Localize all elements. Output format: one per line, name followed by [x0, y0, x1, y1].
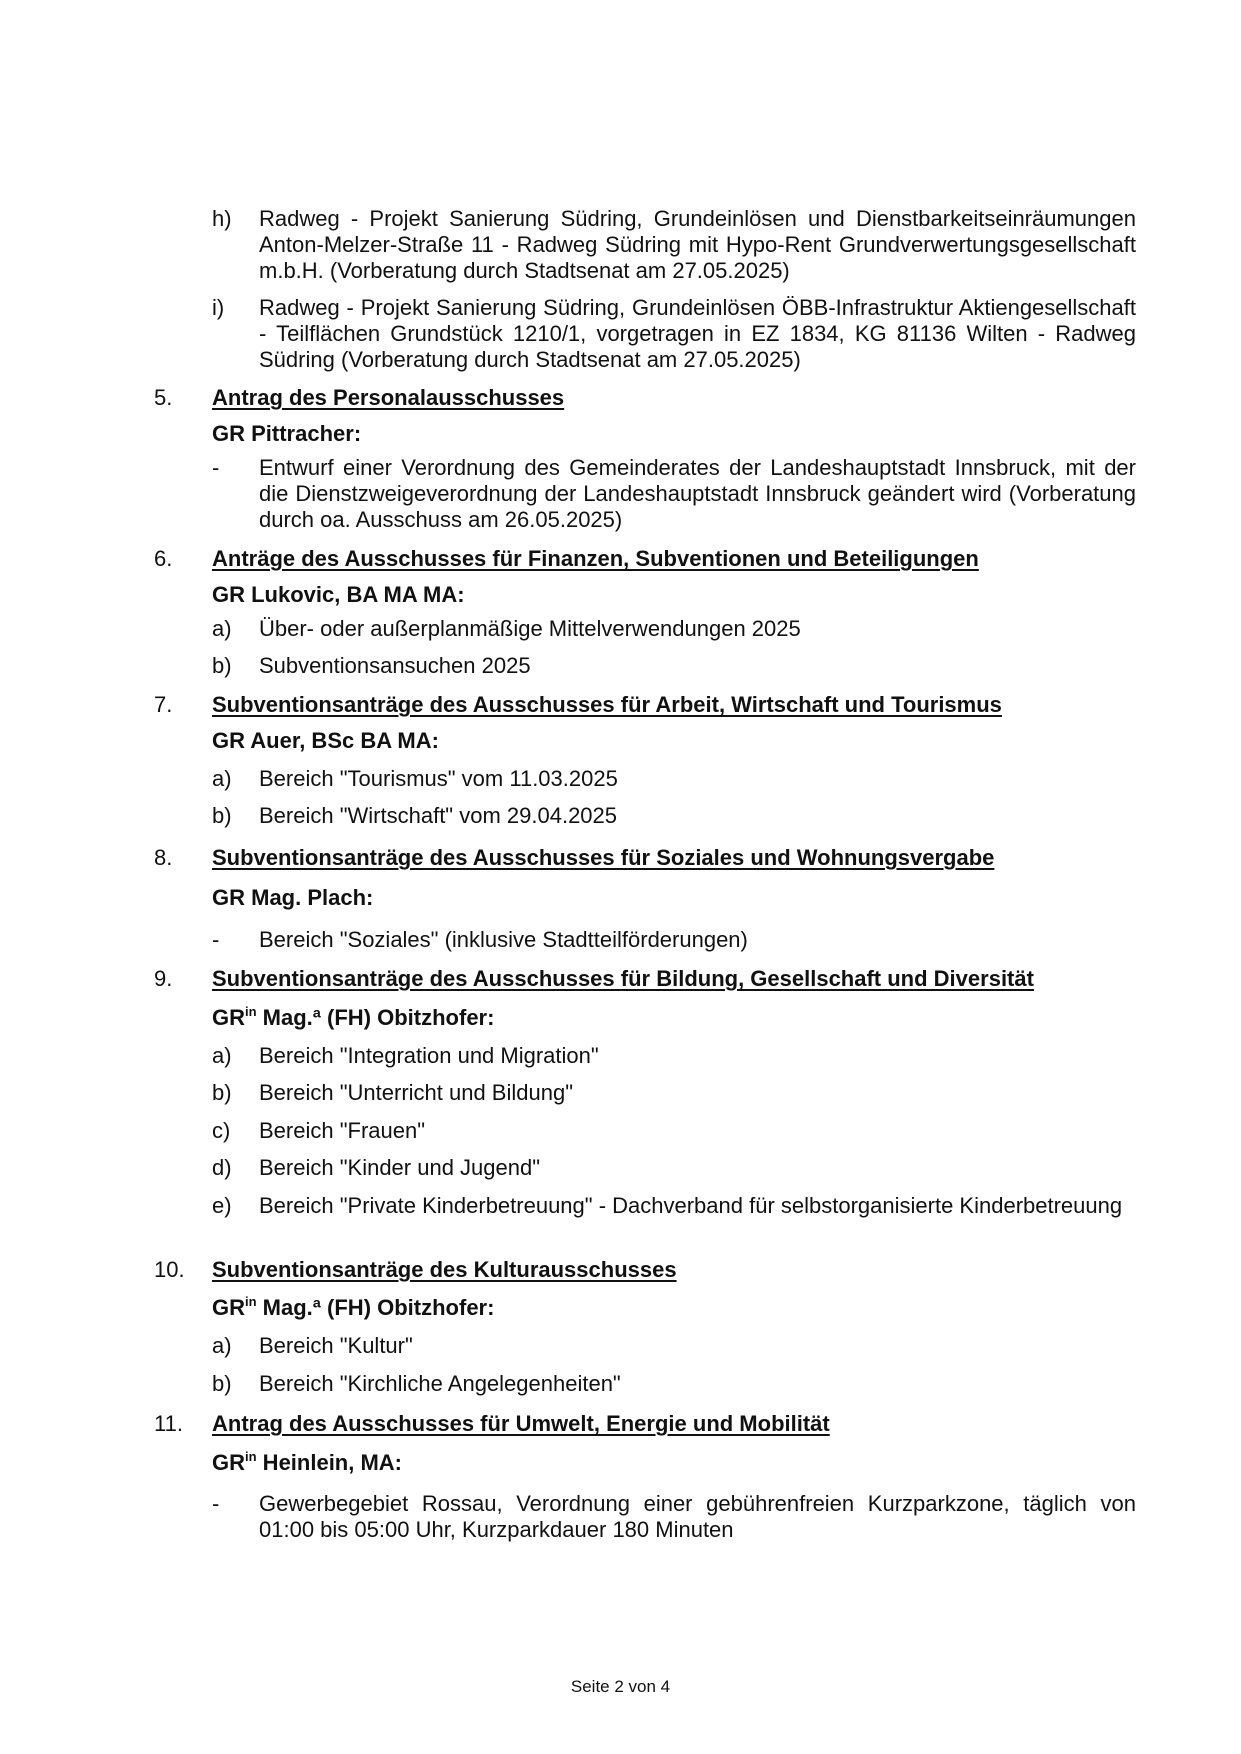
- item-text: Bereich "Tourismus" vom 11.03.2025: [259, 766, 618, 791]
- item-marker: -: [212, 1491, 220, 1516]
- item-marker: -: [212, 927, 220, 952]
- list-item: [212, 653, 1136, 679]
- item-text: Gewerbegebiet Rossau, Verordnung einer gebührenfreien Kurzparkzone, täglich von 01:00 bis 05:00 Uhr, Kurzparkdauer 180 Minuten: [259, 1491, 1136, 1542]
- item-marker: h): [212, 206, 232, 231]
- item-text: Bereich "Unterricht und Bildung": [259, 1080, 574, 1105]
- item-text: Subventionsansuchen 2025: [259, 653, 531, 678]
- list-item: [212, 803, 1136, 829]
- item-text: Bereich "Kultur": [259, 1333, 413, 1358]
- agenda-section-9: [154, 966, 1134, 992]
- item-marker: d): [212, 1155, 232, 1180]
- reporter: $GR^{in}$ Mag.ª (FH) Obitzhofer:: [212, 1004, 495, 1030]
- section-title: Subventionsanträge des Ausschusses für Arbeit, Wirtschaft und Tourismus: [212, 692, 1002, 717]
- reporter: GR Pittracher:: [212, 421, 362, 446]
- list-item: [212, 1043, 1136, 1069]
- list-item: [212, 1080, 1136, 1106]
- reporter: GR Lukovic, BA MA MA:: [212, 582, 465, 607]
- section-title: Subventionsanträge des Kulturausschusses: [212, 1257, 677, 1282]
- list-item: [212, 1333, 1136, 1359]
- item-marker: b): [212, 1371, 232, 1396]
- list-item: [212, 766, 1136, 792]
- item-text: Bereich "Private Kinderbetreuung" - Dachverband für selbstorganisierte Kinderbetreuung: [259, 1193, 1123, 1218]
- agenda-section-7: [154, 692, 1134, 718]
- item-marker: b): [212, 803, 232, 828]
- item-marker: a): [212, 766, 232, 791]
- item-text: Bereich "Wirtschaft" vom 29.04.2025: [259, 803, 618, 828]
- section-title: Antrag des Ausschusses für Umwelt, Energie und Mobilität: [212, 1411, 830, 1436]
- list-item: [212, 455, 1136, 533]
- section-number: 8.: [154, 845, 173, 870]
- section-number: 6.: [154, 546, 173, 571]
- item-marker: b): [212, 1080, 232, 1105]
- list-item: [212, 206, 1136, 284]
- item-marker: i): [212, 295, 225, 320]
- list-item: [212, 616, 1136, 642]
- list-item: [212, 1371, 1136, 1397]
- reporter: $GR^{in}$ Heinlein, MA:: [212, 1449, 403, 1475]
- section-title: Subventionsanträge des Ausschusses für Soziales und Wohnungsvergabe: [212, 845, 995, 870]
- item-text: Radweg - Projekt Sanierung Südring, Grundeinlösen ÖBB-Infrastruktur Aktiengesellschaft - Teilflächen Grundstück 1210/1, vorgetragen in EZ 1834, KG 81136 Wilten - Radweg Südring (Vorberatung durch Stadtsenat am 27.05.2025): [259, 295, 1136, 372]
- reporter: $GR^{in}$ Mag.ª (FH) Obitzhofer:: [212, 1294, 495, 1320]
- item-marker: b): [212, 653, 232, 678]
- section-number: 9.: [154, 966, 173, 991]
- page-footer: Seite 2 von 4: [570, 1677, 671, 1696]
- item-text: Bereich "Integration und Migration": [259, 1043, 599, 1068]
- list-item: [212, 1118, 1136, 1144]
- item-text: Bereich "Frauen": [259, 1118, 426, 1143]
- item-text: Entwurf einer Verordnung des Gemeinderates der Landeshauptstadt Innsbruck, mit der die Dienstzweigeverordnung der Landeshauptstadt Innsbruck geändert wird (Vorberatung durch oa. Ausschuss am 26.05.2025): [259, 455, 1136, 532]
- section-title: Subventionsanträge des Ausschusses für Bildung, Gesellschaft und Diversität: [212, 966, 1034, 991]
- item-marker: a): [212, 1333, 232, 1358]
- section-title: Antrag des Personalausschusses: [212, 385, 565, 410]
- reporter: GR Auer, BSc BA MA:: [212, 728, 439, 753]
- item-marker: a): [212, 616, 232, 641]
- list-item: [212, 1155, 1136, 1181]
- section-number: 10.: [154, 1257, 185, 1282]
- item-marker: a): [212, 1043, 232, 1068]
- agenda-section-8: [154, 845, 1134, 871]
- agenda-section-11: [154, 1411, 1134, 1437]
- section-number: 5.: [154, 385, 173, 410]
- list-item: [212, 1193, 1136, 1219]
- item-text: Radweg - Projekt Sanierung Südring, Grundeinlösen und Dienstbarkeitseinräumungen Anton-Melzer-Straße 11 - Radweg Südring mit Hypo-Rent Grundverwertungsgesellschaft m.b.H. (Vorberatung durch Stadtsenat am 27.05.2025): [259, 206, 1136, 283]
- item-marker: -: [212, 455, 220, 480]
- item-marker: e): [212, 1193, 232, 1218]
- list-item: [212, 927, 1136, 953]
- agenda-section-10: [154, 1257, 1134, 1283]
- agenda-section-6: [154, 546, 1134, 572]
- section-number: 11.: [154, 1411, 183, 1436]
- item-text: Bereich "Kirchliche Angelegenheiten": [259, 1371, 621, 1396]
- list-item: [212, 1491, 1136, 1543]
- item-text: Über- oder außerplanmäßige Mittelverwendungen 2025: [259, 616, 801, 641]
- section-number: 7.: [154, 692, 173, 717]
- agenda-section-5: [154, 385, 1134, 411]
- item-text: Bereich "Soziales" (inklusive Stadtteilförderungen): [259, 927, 748, 952]
- reporter: GR Mag. Plach:: [212, 885, 374, 910]
- list-item: [212, 295, 1136, 373]
- section-title: Anträge des Ausschusses für Finanzen, Subventionen und Beteiligungen: [212, 546, 979, 571]
- item-text: Bereich "Kinder und Jugend": [259, 1155, 541, 1180]
- item-marker: c): [212, 1118, 231, 1143]
